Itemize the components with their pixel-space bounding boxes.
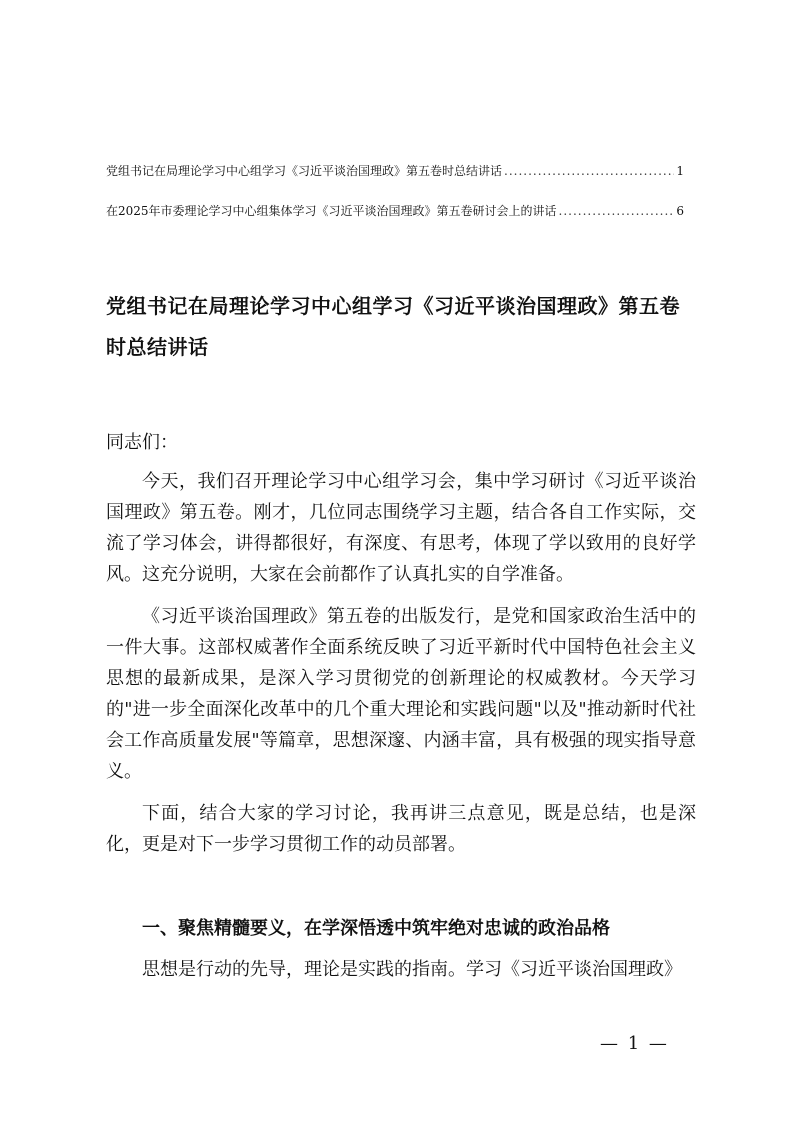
- toc-entry-page: 6: [676, 204, 684, 218]
- body-paragraph-2: 《习近平谈治国理政》第五卷的出版发行，是党和国家政治生活中的一件大事。这部权威著作全面系统反映了习近平新时代中国特色社会主义思想的最新成果，是深入学习贯彻党的创新理论的权威教材。今天学习的"进一步全面深化改革中的几个重大理论和实践问题"以及"推动新时代社会工作高质量发展"等篇章，思想深邃、内涵丰富，具有极强的现实指导意义。: [106, 606, 696, 782]
- document-title-line-2: 时总结讲话: [106, 335, 209, 359]
- toc-entry-title: 在2025年市委理论学习中心组集体学习《习近平谈治国理政》第五卷研讨会上的讲话: [106, 204, 557, 218]
- document-title-line-1: 党组书记在局理论学习中心组学习《习近平谈治国理政》第五卷: [106, 294, 680, 318]
- section-heading: 一、聚焦精髓要义，在学深悟透中筑牢绝对忠诚的政治品格: [142, 918, 610, 939]
- body-paragraph-3: 下面，结合大家的学习讨论，我再讲三点意见，既是总结，也是深化，更是对下一步学习贯彻工作的动员部署。: [106, 803, 696, 855]
- document-body: [106, 466, 696, 860]
- toc-entry-1[interactable]: [106, 163, 684, 179]
- page-number: — 1 —: [600, 1033, 669, 1054]
- document-body-continued: [106, 954, 696, 985]
- salutation: 同志们：: [106, 432, 178, 453]
- toc-entry-2[interactable]: [106, 203, 684, 219]
- document-title: [106, 286, 696, 368]
- toc-leader-dots: [559, 203, 675, 219]
- toc-entry-page: 1: [676, 164, 684, 178]
- body-paragraph-4: 思想是行动的先导，理论是实践的指南。学习《习近平谈治国理政》: [142, 959, 682, 980]
- toc-entry-title: 党组书记在局理论学习中心组学习《习近平谈治国理政》第五卷时总结讲话: [106, 164, 503, 178]
- body-paragraph-1: 今天，我们召开理论学习中心组学习会，集中学习研讨《习近平谈治国理政》第五卷。刚才，几位同志围绕学习主题，结合各自工作实际，交流了学习体会，讲得都很好，有深度、有思考，体现了学以致用的良好学风。这充分说明，大家在会前都作了认真扎实的自学准备。: [106, 471, 696, 585]
- toc-leader-dots: [504, 163, 674, 179]
